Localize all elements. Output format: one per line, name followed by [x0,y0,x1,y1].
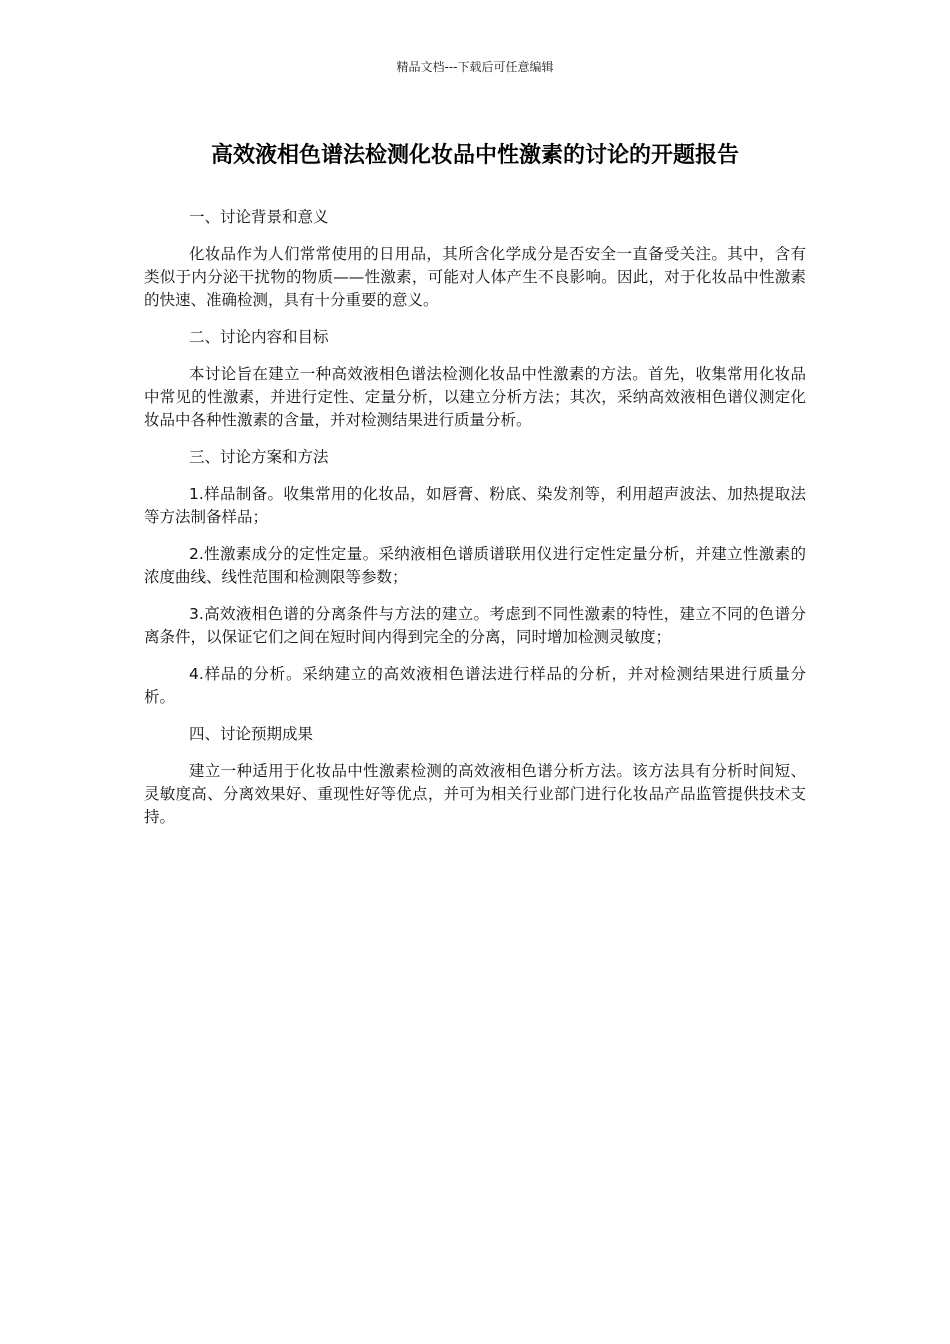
paragraph: 3.高效液相色谱的分离条件与方法的建立。考虑到不同性激素的特性，建立不同的色谱分离条件，以保证它们之间在短时间内得到完全的分离，同时增加检测灵敏度； [144,605,806,646]
section-heading: 三、讨论方案和方法 [189,448,329,466]
header-note: 精品文档---下载后可任意编辑 [396,60,554,74]
document-title: 高效液相色谱法检测化妆品中性激素的讨论的开题报告 [210,143,739,168]
paragraph: 化妆品作为人们常常使用的日用品，其所含化学成分是否安全一直备受关注。其中，含有类似于内分泌干扰物的物质——性激素，可能对人体产生不良影响。因此，对于化妆品中性激素的快速、准确检测，具有十分重要的意义。 [144,245,806,309]
paragraph: 1.样品制备。收集常用的化妆品，如唇膏、粉底、染发剂等，利用超声波法、加热提取法等方法制备样品； [144,485,806,526]
document-body [144,206,806,843]
section-heading: 二、讨论内容和目标 [189,328,329,346]
paragraph: 本讨论旨在建立一种高效液相色谱法检测化妆品中性激素的方法。首先，收集常用化妆品中常见的性激素，并进行定性、定量分析，以建立分析方法；其次，采纳高效液相色谱仪测定化妆品中各种性激素的含量，并对检测结果进行质量分析。 [144,365,806,429]
paragraph: 4.样品的分析。采纳建立的高效液相色谱法进行样品的分析，并对检测结果进行质量分析。 [144,665,806,706]
section-heading: 四、讨论预期成果 [189,725,314,743]
section-heading: 一、讨论背景和意义 [189,208,329,226]
paragraph: 2.性激素成分的定性定量。采纳液相色谱质谱联用仪进行定性定量分析，并建立性激素的浓度曲线、线性范围和检测限等参数； [144,545,806,586]
paragraph: 建立一种适用于化妆品中性激素检测的高效液相色谱分析方法。该方法具有分析时间短、灵敏度高、分离效果好、重现性好等优点，并可为相关行业部门进行化妆品产品监管提供技术支持。 [144,762,806,826]
